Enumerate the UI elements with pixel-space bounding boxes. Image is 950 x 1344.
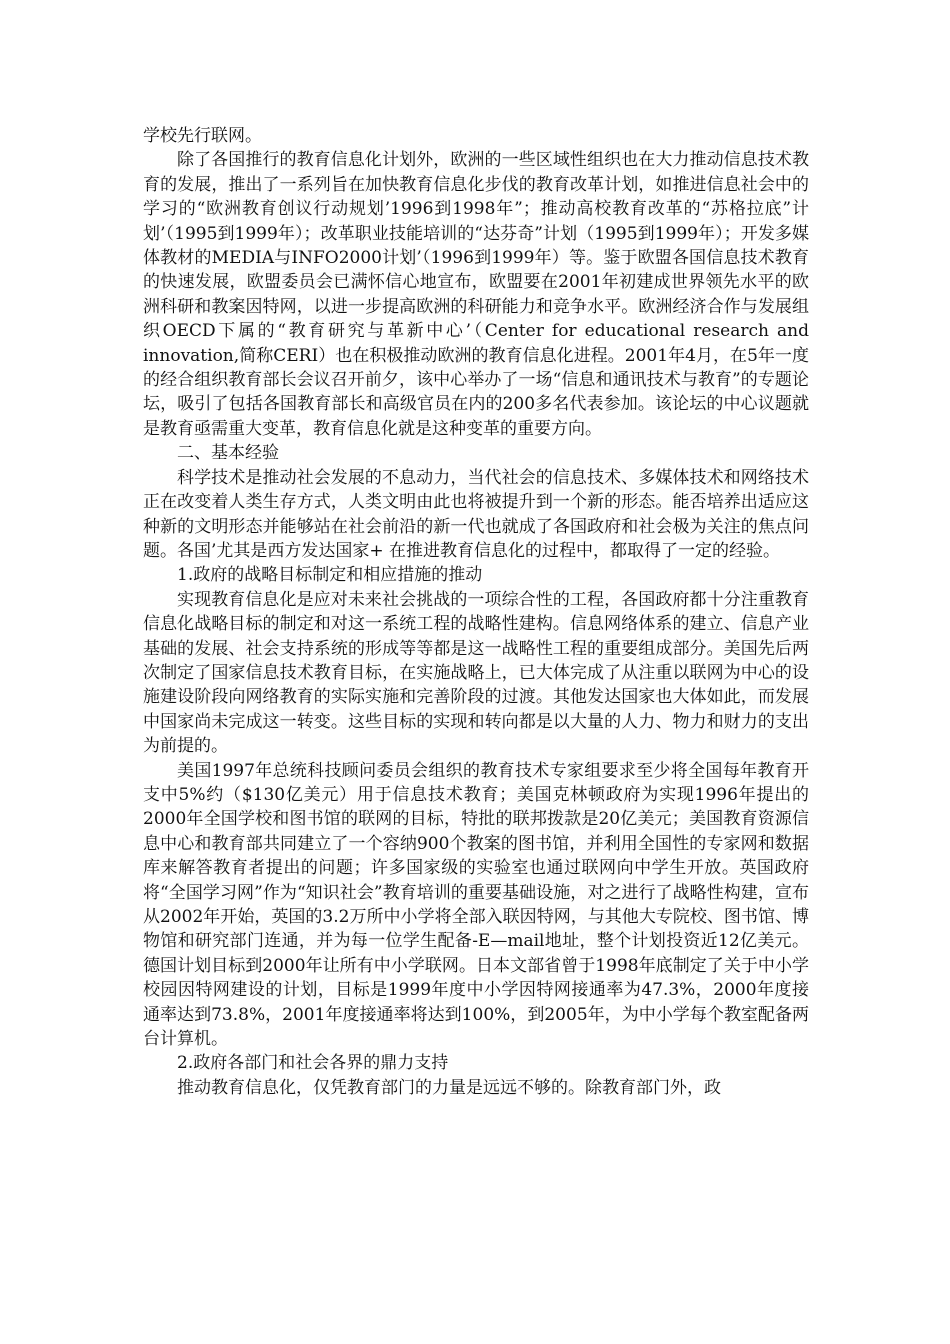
paragraph-education-departments: 推动教育信息化，仅凭教育部门的力量是远远不够的。除教育部门外，政 bbox=[177, 1077, 721, 1098]
paragraph-european-initiatives: 除了各国推行的教育信息化计划外，欧洲的一些区域性组织也在大力推动信息技术教育的发展，推出了一系列旨在加快教育信息化步伐的教育改革计划，如推进信息社会中的学习的“欧洲教育创议行动规划’1996到1998年”；推动高校教育改革的“苏格拉底”计划’（1995到1999年）；改革职业技能培训的“达芬奇”计划（1995到1999年）；开发多媒体教材的MEDIA与INFO2000计划’（1996到1999年）等。鉴于欧盟各国信息技术教育的快速发展，欧盟委员会已满怀信心地宣布，欧盟要在2001年初建成世界领先水平的欧洲科研和教案因特网，以进一步提高欧洲的科研能力和竞争水平。欧洲经济合作与发展组织OECD下属的“教育研究与革新中心’（Center for educational research and innovation,简称CERI）也在积极推动欧洲的教育信息化进程。2001年4月，在5年一度的经合组织教育部长会议召开前夕，该中心举办了一场“信息和通讯技术与教育”的专题论坛，吸引了包括各国教育部长和高级官员在内的200多名代表参加。该论坛的中心议题就是教育亟需重大变革，教育信息化就是这种变革的重要方向。 bbox=[143, 150, 809, 439]
paragraph-strategic-goals: 实现教育信息化是应对未来社会挑战的一项综合性的工程，各国政府都十分注重教育信息化战略目标的制定和对这一系统工程的战略性建构。信息网络体系的建立、信息产业基础的发展、社会支持系统的形成等等都是这一战略性工程的重要组成部分。美国先后两次制定了国家信息技术教育目标，在实施战略上，已大体完成了从注重以联网为中心的设施建设阶段向网络教育的实际实施和完善阶段的过渡。其他发达国家也大体如此，而发展中国家尚未完成这一转变。这些目标的实现和转向都是以大量的人力、物力和财力的支出为前提的。 bbox=[143, 589, 809, 757]
paragraph-continuation: 学校先行联网。 bbox=[143, 126, 262, 146]
paragraph-science-technology: 科学技术是推动社会发展的不息动力，当代社会的信息技术、多媒体技术和网络技术正在改变着人类生存方式，人类文明由此也将被提升到一个新的形态。能否培养出适应这种新的文明形态并能够站在社会前沿的新一代也就成了各国政府和社会极为关注的焦点问题。各国’尤其是西方发达国家+ 在推进教育信息化的过程中，都取得了一定的经验。 bbox=[143, 467, 809, 561]
section-heading-basic-experience: 二、基本经验 bbox=[177, 443, 279, 464]
paragraph-country-investments: 美国1997年总统科技顾问委员会组织的教育技术专家组要求至少将全国每年教育开支中5%约（$130亿美元）用于信息技术教育；美国克林顿政府为实现1996年提出的2000年全国学校和图书馆的联网的目标，特批的联邦拨款是20亿美元；美国教育资源信息中心和教育部共同建立了一个容纳900个教案的图书馆，并利用全国性的专家网和数据库来解答教育者提出的问题；许多国家级的实验室也通过联网向中学生开放。英国政府将“全国学习网”作为“知识社会”教育培训的重要基础设施，对之进行了战略性构建，宣布从2002年开始，英国的3.2万所中小学将全部入联因特网，与其他大专院校、图书馆、博物馆和研究部门连通，并为每一位学生配备-E—mail地址，整个计划投资近12亿美元。德国计划目标到2000年让所有中小学联网。日本文部省曾于1998年底制定了关于中小学校园因特网建设的计划，目标是1999年度中小学因特网接通率为47.3%，2000年度接通率达到73.8%，2001年度接通率将达到100%，到2005年，为中小学每个教室配备两台计算机。 bbox=[143, 760, 809, 1050]
subheading-government-strategy: 1.政府的战略目标制定和相应措施的推动 bbox=[177, 565, 483, 586]
document-body bbox=[143, 124, 809, 1100]
subheading-department-support: 2.政府各部门和社会各界的鼎力支持 bbox=[177, 1053, 449, 1074]
